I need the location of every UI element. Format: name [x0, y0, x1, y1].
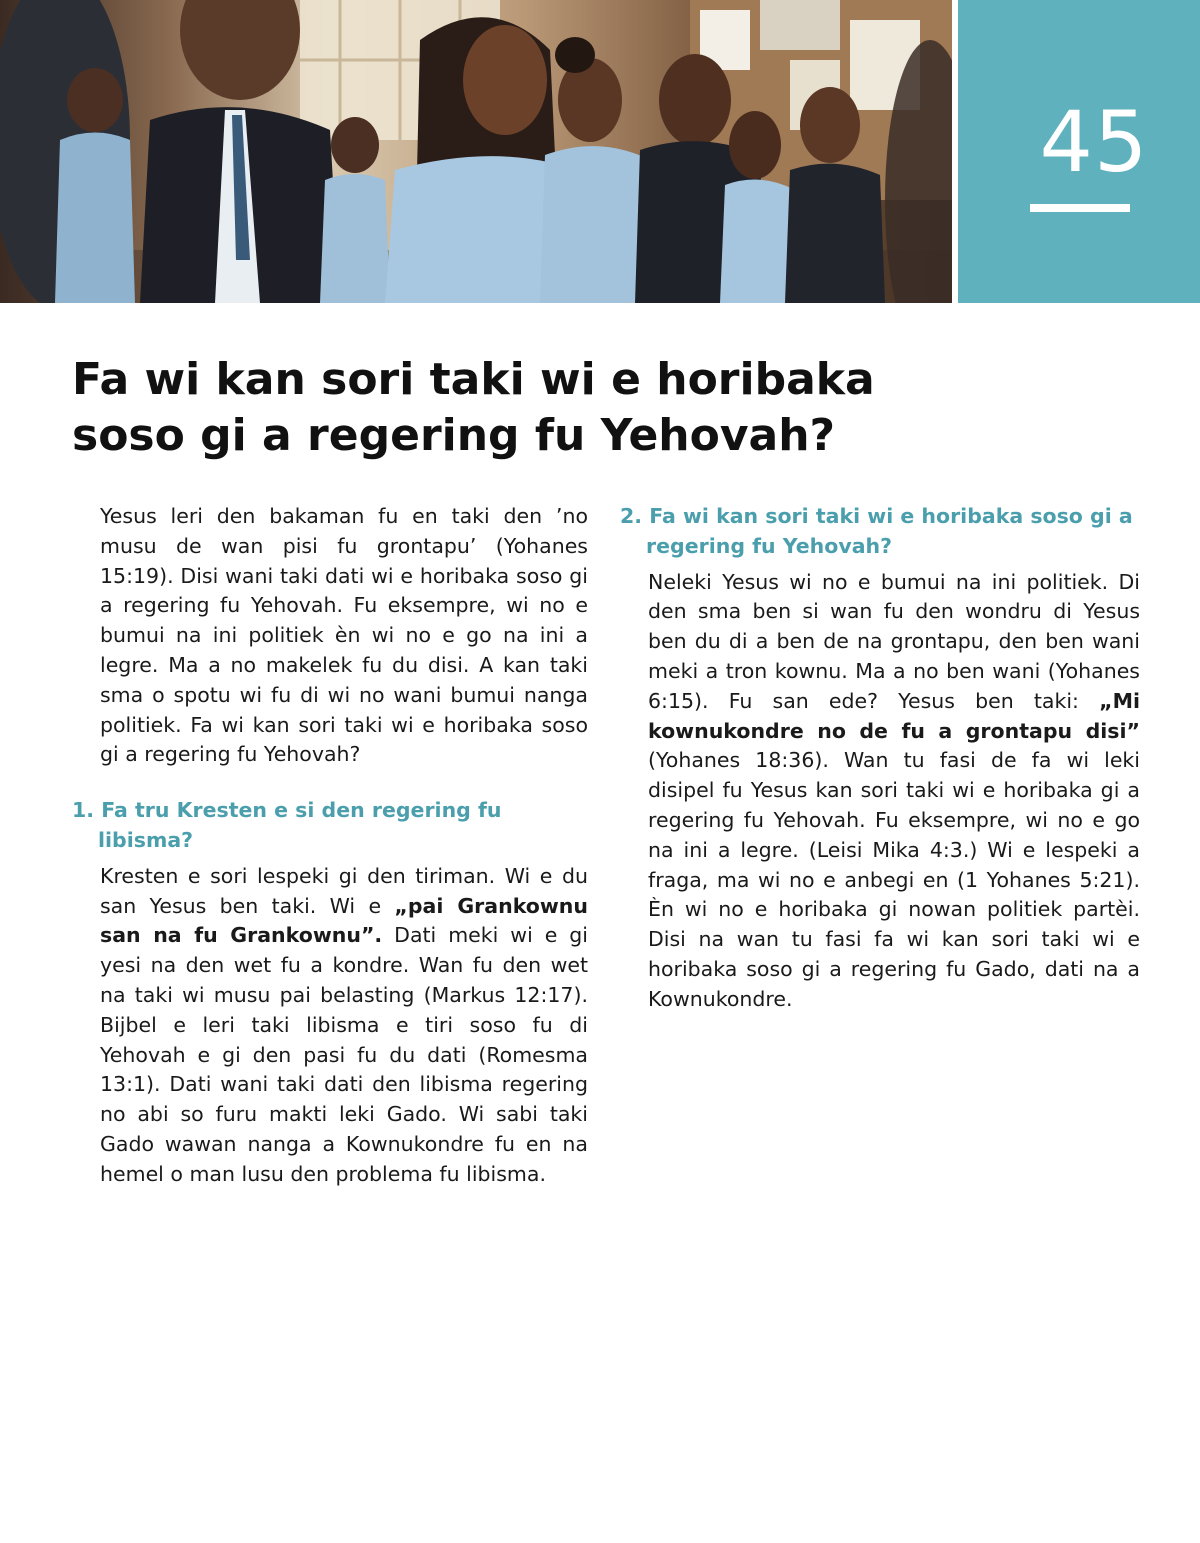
section-1-bold-quote: „pai Grankownu san na fu Grankownu”.	[100, 893, 589, 948]
right-column	[620, 502, 1140, 1015]
section-2-heading: 2. Fa wi kan sori taki wi e horibaka soso gi a regering fu Yehovah?	[620, 504, 1133, 558]
section-1-heading: 1. Fa tru Kresten e si den regering fu libisma?	[72, 798, 502, 852]
classroom-students-illustration	[0, 0, 952, 303]
section-2-paragraph	[648, 568, 1140, 1015]
section-2-text-a: Neleki Yesus wi no e bumui na ini politiek. Di den sma ben si wan fu den wondru di Yesus ben du di a ben de na grontapu, den ben wani meki a tron kownu. Ma a no ben wani (Yohanes 6:15). Fu san ede? Yesus ben taki:	[648, 569, 1140, 713]
section-1-text-b: Dati meki wi e gi yesi na den wet fu a kondre. Wan fu den wet na taki wi musu pai belasting (Markus 12:17). Bijbel e leri taki libisma e tiri soso fu di Yehovah e gi den pasi fu du dati (Romesma 13:1). Dati wani taki dati den libisma regering no abi so furu makti leki Gado. Wi sabi taki Gado wawan nanga a Kownukondre fu en na hemel o man lusu den problema fu libisma.	[100, 923, 588, 1186]
left-column	[72, 502, 588, 1190]
title-line-2: soso gi a regering fu Yehovah?	[72, 410, 836, 461]
lesson-number: 45	[1039, 93, 1149, 191]
page-title	[72, 352, 972, 464]
section-2-bold-quote: „Mi kownukondre no de fu a grontapu disi”	[648, 688, 1140, 743]
section-2-text-b: (Yohanes 18:36). Wan tu fasi de fa wi leki disipel fu Yesus kan sori taki wi e horibaka gi a regering fu Yehovah. Fu eksempre, wi no e go na ini a legre. (Leisi Mika 4:3.) Wi e lespeki a fraga, ma wi no e anbegi en (1 Yohanes 5:21). Èn wi no e horibaka gi nowan politiek partèi. Disi na wan tu fasi fa wi kan sori taki wi e horibaka soso gi a regering fu Gado, dati na a Kownukondre.	[648, 748, 1140, 1011]
header-photo	[0, 0, 952, 303]
section-1-paragraph	[100, 862, 588, 1190]
lesson-number-underline	[1030, 204, 1130, 212]
title-line-1: Fa wi kan sori taki wi e horibaka	[72, 354, 875, 405]
section-1-text-a: Kresten e sori lespeki gi den tiriman. Wi e du san Yesus ben taki. Wi e	[100, 863, 588, 918]
intro-paragraph: Yesus leri den bakaman fu en taki den ’no musu de wan pisi fu grontapu’ (Yohanes 15:19). Disi wani taki dati wi e horibaka soso gi a regering fu Yehovah. Fu eksempre, wi no e bumui na ini politiek èn wi no e go na ini a legre. Ma a no makelek fu du disi. A kan taki sma o spotu wi fu di wi no wani bumui nanga politiek. Fa wi kan sori taki wi e horibaka soso gi a regering fu Yehovah?	[100, 504, 588, 767]
lesson-number-box	[958, 0, 1200, 303]
